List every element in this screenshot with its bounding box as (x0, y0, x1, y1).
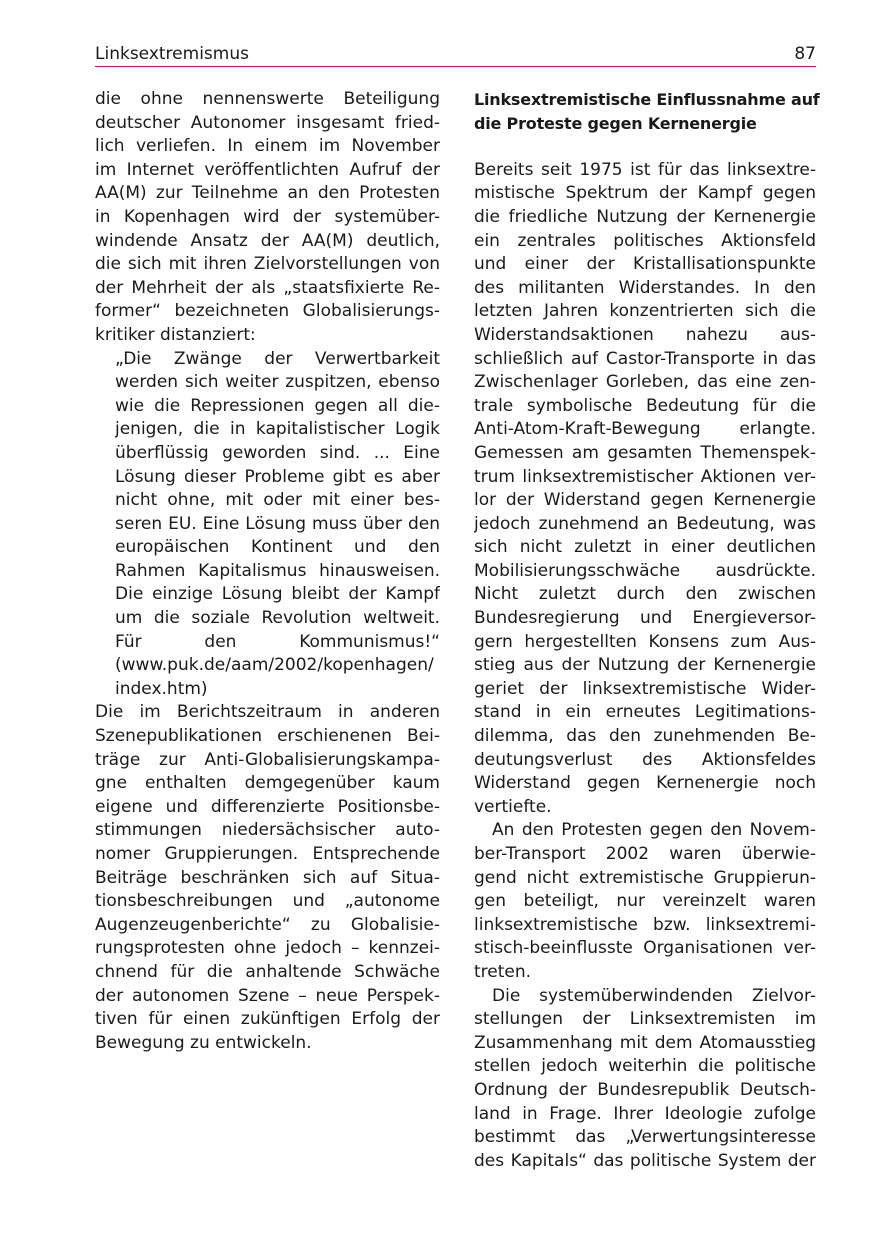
text-line: die Proteste gegen Kernenergie (474, 113, 757, 133)
text-line: schließlich auf Castor-Transporte in das (474, 348, 816, 369)
text-line: stellungen der Linksextremisten im (474, 1009, 816, 1030)
running-title: Linksextremismus (95, 44, 249, 64)
text-line: kritiker distanziert: (95, 324, 256, 345)
text-line: um die soziale Revolution weltweit. (115, 608, 440, 629)
text-line: Zwischenlager Gorleben, das eine zen- (474, 372, 816, 393)
paragraph (474, 819, 816, 984)
text-line: Rahmen Kapitalismus hinausweisen. (115, 560, 440, 581)
text-line: Zusammenhang mit dem Atomausstieg (474, 1032, 816, 1053)
text-line: letzten Jahren konzentrierten sich die (474, 301, 816, 322)
text-line: Augenzeugenberichte“ zu Globalisie- (95, 914, 440, 935)
text-line: Mobilisierungsschwäche ausdrückte. (474, 560, 816, 581)
text-line: jedoch zunehmend an Bedeutung, was (474, 513, 816, 534)
page-header (95, 44, 816, 67)
text-line: index.htm) (115, 678, 208, 699)
text-line: wie die Repressionen gegen all die- (115, 395, 440, 416)
page-number: 87 (794, 44, 816, 64)
text-line: Szenepublikationen erschienenen Bei- (95, 726, 440, 747)
text-line: jenigen, die in kapitalistischer Logik (115, 419, 440, 440)
text-line: seren EU. Eine Lösung muss über den (115, 513, 440, 534)
text-line: Beiträge beschränken sich auf Situa- (95, 867, 440, 888)
text-line: werden sich weiter zuspitzen, ebenso (115, 372, 440, 393)
text-line: deutscher Autonomer insgesamt fried- (95, 112, 440, 133)
text-line: und einer der Kristallisationspunkte (474, 254, 816, 275)
text-line: des Kapitals“ das politische System der (474, 1150, 816, 1171)
text-line: stellen jedoch weiterhin die politische (474, 1056, 816, 1077)
text-line: der Mehrheit der als „staatsfixierte Re- (95, 277, 440, 298)
text-line: tiven für einen zukünftigen Erfolg der (95, 1009, 440, 1030)
left-column (95, 88, 440, 1055)
text-line: trum linksextremistischer Aktionen ver- (474, 466, 816, 487)
text-line: Die im Berichtszeitraum in anderen (95, 702, 440, 723)
paragraph (474, 985, 816, 1174)
text-line: nomer Gruppierungen. Entsprechende (95, 844, 440, 864)
text-line: gern hergestellten Konsens zum Aus- (474, 631, 816, 652)
text-line: in Kopenhagen wird der systemüber- (95, 206, 440, 227)
text-line: Für den Kommunismus!“ (115, 631, 440, 652)
text-line: Lösung dieser Probleme gibt es aber (115, 466, 440, 487)
text-line: im Internet veröffentlichten Aufruf der (95, 159, 440, 180)
text-line: treten. (474, 961, 532, 982)
text-line: stimmungen niedersächsischer auto- (95, 820, 440, 841)
text-line: dilemma, das den zunehmenden Be- (474, 726, 816, 747)
text-line: Widerstand gegen Kernenergie noch (474, 773, 816, 794)
text-line: ber-Transport 2002 waren überwie- (474, 844, 816, 864)
text-line: AA(M) zur Teilnehme an den Protesten (95, 183, 440, 204)
text-line: Bundesregierung und Energieversor- (474, 608, 816, 629)
text-line: stieg aus der Nutzung der Kernenergie (474, 655, 816, 676)
text-line: geriet der linksextremistische Wider- (474, 678, 816, 699)
text-line: die friedliche Nutzung der Kernenergie (474, 206, 816, 227)
text-line: nicht ohne, mit oder mit einer bes- (115, 490, 440, 511)
text-line: tionsbeschreibungen und „autonome (95, 891, 440, 912)
text-line: gen beteiligt, nur vereinzelt waren (474, 891, 816, 912)
text-line: Anti-Atom-Kraft-Bewegung erlangte. (474, 419, 816, 440)
section-heading (474, 88, 820, 135)
text-line: windende Ansatz der AA(M) deutlich, (95, 230, 440, 251)
text-line: vertiefte. (474, 796, 552, 817)
text-line: stisch-beeinflusste Organisationen ver- (474, 938, 816, 959)
text-line: lor der Widerstand gegen Kernenergie (474, 490, 816, 511)
text-line: Die systemüberwindenden Zielvor- (492, 985, 816, 1006)
text-line: chnend für die anhaltende Schwäche (95, 961, 440, 982)
text-line: Bewegung zu entwickeln. (95, 1032, 312, 1053)
block-quote (95, 348, 440, 702)
text-line: europäischen Kontinent und den (115, 537, 440, 558)
text-line: former“ bezeichneten Globalisierungs- (95, 301, 440, 322)
text-line: Linksextremistische Einflussnahme auf (474, 90, 820, 109)
text-line: „Die Zwänge der Verwertbarkeit (115, 348, 440, 369)
text-line: gne enthalten demgegenüber kaum (95, 773, 440, 794)
text-line: lich verliefen. In einem im November (95, 136, 440, 157)
text-line: stand in ein erneutes Legitimations- (474, 702, 816, 723)
spacer (474, 135, 816, 159)
text-line: die sich mit ihren Zielvorstellungen von (95, 254, 440, 275)
text-line: träge zur Anti-Globalisierungskampa- (95, 749, 440, 770)
paragraph (95, 701, 440, 1055)
text-line: Widerstandsaktionen nahezu aus- (474, 324, 816, 345)
text-line: Bereits seit 1975 ist für das linksextre- (474, 159, 816, 180)
text-line: gend nicht extremistische Gruppierun- (474, 867, 816, 888)
text-line: eigene und differenzierte Positionsbe- (95, 796, 440, 817)
paragraph (95, 88, 440, 348)
text-line: Die einzige Lösung bleibt der Kampf (115, 584, 440, 605)
text-line: ein zentrales politisches Aktionsfeld (474, 230, 816, 251)
text-line: trale symbolische Bedeutung für die (474, 395, 816, 416)
text-line: die ohne nennenswerte Beteiligung (95, 89, 440, 109)
text-line: mistische Spektrum der Kampf gegen (474, 183, 816, 204)
text-line: land in Frage. Ihrer Ideologie zufolge (474, 1103, 816, 1124)
text-line: sich nicht zuletzt in einer deutlichen (474, 537, 816, 558)
text-line: überflüssig geworden sind. ... Eine (115, 442, 440, 463)
text-line: An den Protesten gegen den Novem- (492, 820, 816, 841)
text-line: linksextremistische bzw. linksextremi- (474, 914, 816, 935)
text-line: (www.puk.de/aam/2002/kopenhagen/ (115, 655, 434, 676)
text-line: Nicht zuletzt durch den zwischen (474, 584, 816, 605)
text-line: Ordnung der Bundesrepublik Deutsch- (474, 1079, 816, 1100)
text-line: deutungsverlust des Aktionsfeldes (474, 749, 816, 770)
text-line: Gemessen am gesamten Themenspek- (474, 442, 816, 463)
right-column (474, 88, 820, 1173)
text-line: rungsprotesten ohne jedoch – kennzei- (95, 938, 440, 959)
paragraph (474, 159, 816, 820)
text-line: des militanten Widerstandes. In den (474, 277, 816, 298)
text-line: bestimmt das „Verwertungsinteresse (474, 1127, 816, 1148)
text-line: der autonomen Szene – neue Perspek- (95, 985, 440, 1006)
